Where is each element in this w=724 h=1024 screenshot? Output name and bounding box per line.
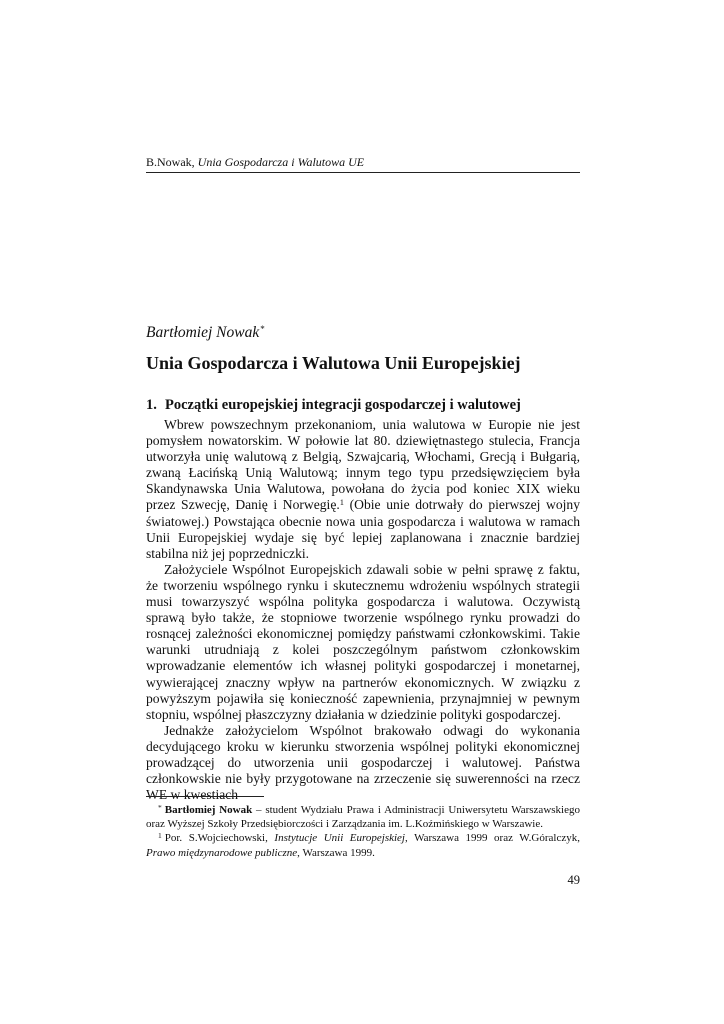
footnote-text: – student Wydziału Prawa i Administracji Uniwersytetu Warszawskiego oraz Wyższej Szkoły Przedsiębiorczości i Zarządzania im. L.Koźmińskiego w Warszawie.	[146, 804, 580, 831]
footnote-text: Por. S.Wojciechowski,	[164, 832, 275, 845]
page-number: 49	[567, 873, 580, 887]
body-text	[146, 417, 580, 803]
footnote-rule	[146, 796, 264, 797]
article-title: Unia Gospodarcza i Walutowa Unii Europejskiej	[146, 353, 521, 373]
paragraph-text: (Obie unie dotrwały do pierwszej wojny światowej.) Powstająca obecnie nowa unia gospodarcza i walutowa w ramach Unii Europejskiej wydaje się być lepiej zaplanowana i znacznie bardziej stabilna niż jej poprzedniczki.	[146, 497, 581, 561]
footnotes	[146, 803, 580, 860]
paragraph-text: Wbrew powszechnym przekonaniom, unia walutowa w Europie nie jest pomysłem nowatorskim. W połowie lat 80. dziewiętnastego stulecia, Francja utworzyła unię walutową z Belgią, Szwajcarią, Włochami, Grecją i Bułgarią, zwaną Łacińską Unią Walutową; innym tego typu przedsięwzięciem była Skandynawska Unia Walutowa, powołana do życia pod koniec XIX wieku przez Szwecję, Danię i Norwegię.	[146, 417, 580, 513]
footnote-book-title: Instytucje Unii Europejskiej	[274, 832, 405, 845]
footnote	[146, 803, 580, 831]
footnote-book-title: Prawo międzynarodowe publiczne	[146, 846, 298, 859]
header-rule	[146, 172, 580, 173]
article-author	[146, 323, 265, 343]
footnote-text: , Warszawa 1999.	[297, 846, 375, 859]
running-header-title: Unia Gospodarcza i Walutowa UE	[197, 155, 365, 169]
author-footnote-mark: *	[260, 324, 265, 334]
footnote	[146, 831, 580, 859]
paragraph	[146, 417, 580, 562]
footnote-text: , Warszawa 1999 oraz W.Góralczyk,	[404, 832, 580, 845]
running-header	[146, 154, 580, 170]
paragraph: Jednakże założycielom Wspólnot brakowało odwagi do wykonania decydującego kroku w kierunku stworzenia wspólnej polityki ekonomicznej prowadzącej do utworzenia unii gospodarczej i walutowej. Państwa członkowskie nie były przygotowane na zrzeczenie się suwerenności na rzecz WE w kwestiach	[146, 722, 580, 803]
footnote-mark: 1	[158, 831, 162, 841]
paragraph: Założyciele Wspólnot Europejskich zdawali sobie w pełni sprawę z faktu, że tworzeniu wspólnego rynku i skutecznemu wdrożeniu wspólnych strategii musi towarzyszyć wspólna polityka gospodarcza i walutowa. Oczywistą sprawą było także, że stopniowe tworzenie wspólnego rynku prowadzi do rosnącej zależności ekonomicznej pomiędzy państwami członkowskimi. Takie warunki utrudniają z kolei poszczególnym państwom członkowskim wprowadzanie elementów ich własnej polityki gospodarczej i monetarnej, wywierającej znaczny wpływ na partnerów ekonomicznych. W związku z powyższym pojawiła się konieczność zapewnienia, przynajmniej w pewnym stopniu, wspólnej płaszczyzny działania w dziedzinie polityki gospodarczej.	[146, 561, 580, 722]
section-number: 1.	[146, 397, 157, 413]
article-author-name: Bartłomiej Nowak	[146, 324, 260, 341]
running-header-author: B.Nowak,	[146, 155, 195, 169]
footnote-mark: *	[158, 803, 162, 812]
section-heading	[146, 395, 521, 415]
footnote-author: Bartłomiej Nowak	[164, 804, 253, 816]
section-title: Początki europejskiej integracji gospodarczej i walutowej	[165, 397, 521, 413]
footnote-reference: 1	[339, 497, 345, 508]
